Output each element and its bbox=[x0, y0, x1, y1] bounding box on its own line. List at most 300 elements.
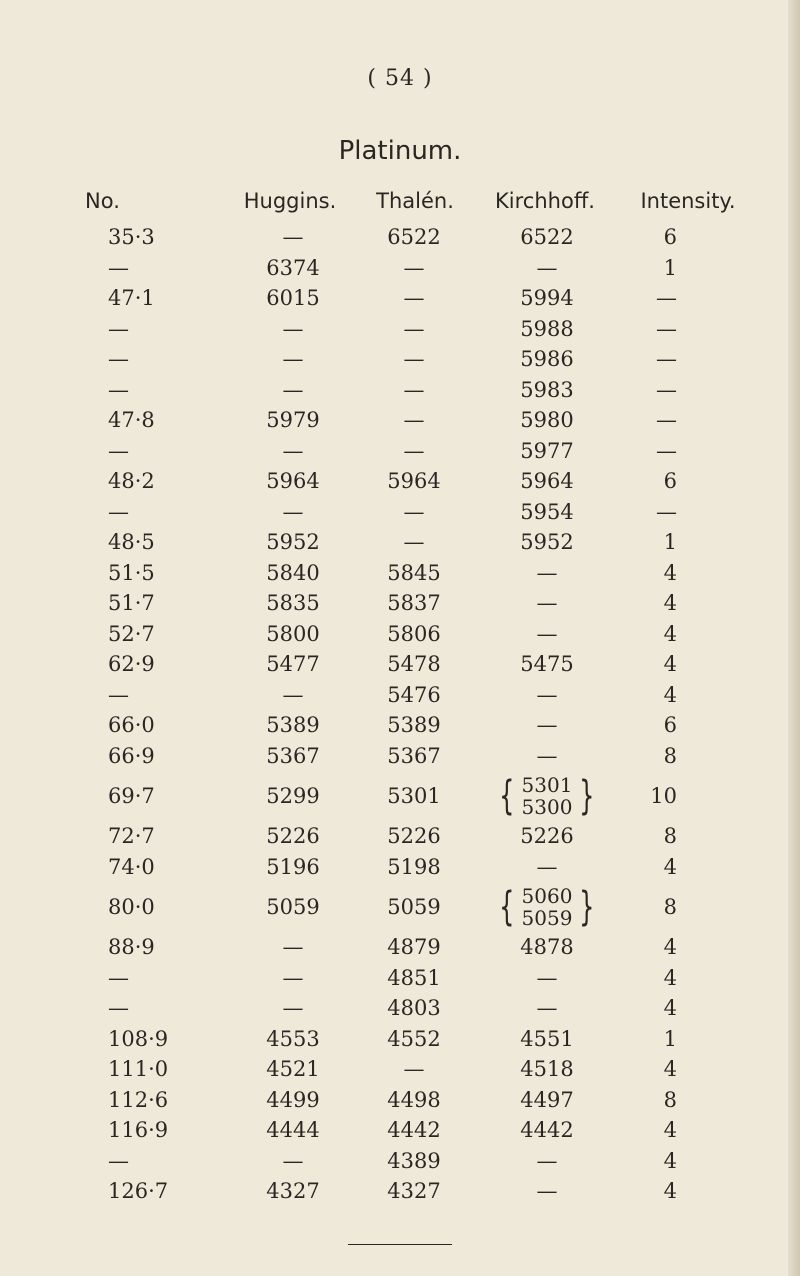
cell-huggins-value: — bbox=[282, 225, 304, 250]
cell-kirchhoff-value: 5980 bbox=[520, 408, 574, 433]
cell-intensity-value: 1 bbox=[663, 530, 677, 555]
cell-intensity-value: 4 bbox=[663, 1179, 677, 1204]
cell-intensity bbox=[597, 771, 677, 821]
cell-no bbox=[108, 649, 168, 680]
cell-intensity bbox=[597, 680, 677, 711]
cell-no bbox=[108, 1146, 168, 1177]
cell-huggins-value: — bbox=[282, 1148, 304, 1173]
table-row bbox=[0, 771, 800, 821]
cell-thalen-value: 5964 bbox=[387, 469, 441, 494]
cell-intensity bbox=[597, 649, 677, 680]
cell-thalen bbox=[364, 283, 464, 314]
cell-intensity-value: 8 bbox=[663, 895, 677, 919]
cell-no-value: 116·9 bbox=[108, 1118, 169, 1143]
cell-huggins bbox=[243, 932, 343, 963]
cell-huggins bbox=[243, 1054, 343, 1085]
cell-kirchhoff-value: — bbox=[536, 996, 558, 1021]
cell-thalen-value: 5367 bbox=[387, 743, 441, 768]
cell-no bbox=[108, 1085, 168, 1116]
cell-no bbox=[108, 527, 168, 558]
table-row bbox=[0, 821, 800, 852]
table-row bbox=[0, 375, 800, 406]
cell-intensity-value: 1 bbox=[663, 255, 677, 280]
cell-no bbox=[108, 741, 168, 772]
cell-no bbox=[108, 821, 168, 852]
cell-kirchhoff-value: 5994 bbox=[520, 286, 574, 311]
cell-huggins bbox=[243, 558, 343, 589]
cell-no bbox=[108, 558, 168, 589]
cell-huggins-value: 5964 bbox=[266, 469, 320, 494]
table-row bbox=[0, 932, 800, 963]
cell-thalen-value: 6522 bbox=[387, 225, 441, 250]
cell-thalen bbox=[364, 993, 464, 1024]
cell-huggins-value: 5835 bbox=[266, 591, 320, 616]
cell-intensity-value: 4 bbox=[663, 1118, 677, 1143]
cell-huggins bbox=[243, 993, 343, 1024]
cell-thalen-value: — bbox=[403, 438, 425, 463]
bracketed-values bbox=[494, 885, 600, 929]
cell-huggins bbox=[243, 497, 343, 528]
cell-thalen-value: 4498 bbox=[387, 1087, 441, 1112]
cell-intensity-value: 4 bbox=[663, 652, 677, 677]
table-row bbox=[0, 436, 800, 467]
cell-huggins bbox=[243, 527, 343, 558]
cell-thalen bbox=[364, 1024, 464, 1055]
cell-no-value: 47·1 bbox=[108, 286, 155, 311]
cell-kirchhoff bbox=[492, 821, 602, 852]
cell-intensity bbox=[597, 436, 677, 467]
cell-intensity bbox=[597, 558, 677, 589]
cell-intensity-value: — bbox=[656, 286, 677, 311]
cell-thalen-value: 4803 bbox=[387, 996, 441, 1021]
cell-thalen-value: 5226 bbox=[387, 824, 441, 849]
cell-thalen bbox=[364, 649, 464, 680]
cell-kirchhoff-value: 4551 bbox=[520, 1026, 574, 1051]
cell-thalen-value: — bbox=[403, 347, 425, 372]
cell-huggins-value: 5477 bbox=[266, 652, 320, 677]
cell-kirchhoff bbox=[492, 466, 602, 497]
cell-no-value: 108·9 bbox=[108, 1026, 169, 1051]
cell-intensity bbox=[597, 527, 677, 558]
cell-no bbox=[108, 283, 168, 314]
cell-kirchhoff bbox=[492, 932, 602, 963]
cell-kirchhoff-value: — bbox=[536, 560, 558, 585]
cell-huggins-value: — bbox=[282, 438, 304, 463]
cell-thalen bbox=[364, 436, 464, 467]
cell-no-value: — bbox=[108, 682, 129, 707]
cell-thalen bbox=[364, 405, 464, 436]
cell-no bbox=[108, 993, 168, 1024]
cell-no-value: 51·5 bbox=[108, 560, 155, 585]
cell-thalen bbox=[364, 222, 464, 253]
cell-intensity-value: 4 bbox=[663, 854, 677, 879]
cell-kirchhoff bbox=[492, 527, 602, 558]
cell-no-value: 52·7 bbox=[108, 621, 155, 646]
cell-kirchhoff-value: 5983 bbox=[520, 377, 574, 402]
cell-kirchhoff-value: — bbox=[536, 965, 558, 990]
cell-huggins-value: — bbox=[282, 499, 304, 524]
cell-intensity bbox=[597, 466, 677, 497]
cell-kirchhoff bbox=[492, 649, 602, 680]
cell-thalen bbox=[364, 963, 464, 994]
cell-no bbox=[108, 1176, 168, 1207]
cell-intensity bbox=[597, 375, 677, 406]
cell-kirchhoff bbox=[492, 710, 602, 741]
cell-huggins bbox=[243, 436, 343, 467]
table-row bbox=[0, 852, 800, 883]
cell-kirchhoff bbox=[492, 1085, 602, 1116]
cell-huggins bbox=[243, 314, 343, 345]
cell-kirchhoff bbox=[492, 283, 602, 314]
cell-huggins bbox=[243, 710, 343, 741]
cell-huggins-value: — bbox=[282, 316, 304, 341]
cell-huggins-value: 4553 bbox=[266, 1026, 320, 1051]
cell-intensity-value: 8 bbox=[663, 824, 677, 849]
cell-kirchhoff-value: 5977 bbox=[520, 438, 574, 463]
table-row bbox=[0, 963, 800, 994]
cell-kirchhoff-value: — bbox=[536, 682, 558, 707]
cell-no-value: — bbox=[108, 438, 129, 463]
page-number: ( 54 ) bbox=[367, 66, 433, 91]
cell-huggins bbox=[243, 882, 343, 932]
cell-thalen bbox=[364, 821, 464, 852]
cell-no bbox=[108, 405, 168, 436]
cell-intensity-value: 4 bbox=[663, 560, 677, 585]
cell-kirchhoff-value: — bbox=[536, 1148, 558, 1173]
cell-thalen bbox=[364, 1176, 464, 1207]
cell-intensity bbox=[597, 963, 677, 994]
cell-kirchhoff-value: 4878 bbox=[520, 935, 574, 960]
cell-no-value: 35·3 bbox=[108, 225, 155, 250]
cell-intensity bbox=[597, 1054, 677, 1085]
cell-kirchhoff-value: — bbox=[536, 854, 558, 879]
cell-thalen-value: 5837 bbox=[387, 591, 441, 616]
cell-kirchhoff bbox=[492, 1115, 602, 1146]
cell-no-value: — bbox=[108, 316, 129, 341]
cell-huggins bbox=[243, 588, 343, 619]
cell-intensity bbox=[597, 497, 677, 528]
cell-kirchhoff bbox=[492, 771, 602, 821]
header-kirchhoff: Kirchhoff. bbox=[495, 189, 595, 213]
page-title: Platinum. bbox=[338, 136, 462, 166]
table-header bbox=[0, 186, 800, 216]
cell-no-value: 111·0 bbox=[108, 1057, 169, 1082]
cell-kirchhoff bbox=[492, 436, 602, 467]
cell-no bbox=[108, 1054, 168, 1085]
header-huggins: Huggins. bbox=[243, 189, 337, 213]
cell-kirchhoff bbox=[492, 741, 602, 772]
table-row bbox=[0, 253, 800, 284]
right-brace: } bbox=[579, 884, 595, 930]
cell-no-value: 88·9 bbox=[108, 935, 155, 960]
cell-no-value: 74·0 bbox=[108, 854, 155, 879]
cell-thalen bbox=[364, 852, 464, 883]
cell-no bbox=[108, 436, 168, 467]
cell-thalen bbox=[364, 527, 464, 558]
cell-thalen bbox=[364, 1054, 464, 1085]
table-row bbox=[0, 710, 800, 741]
cell-thalen-value: 4327 bbox=[387, 1179, 441, 1204]
cell-no bbox=[108, 882, 168, 932]
cell-huggins bbox=[243, 344, 343, 375]
cell-no-value: — bbox=[108, 965, 129, 990]
cell-kirchhoff bbox=[492, 882, 602, 932]
cell-huggins-value: — bbox=[282, 377, 304, 402]
cell-huggins bbox=[243, 466, 343, 497]
cell-intensity bbox=[597, 882, 677, 932]
cell-huggins bbox=[243, 1024, 343, 1055]
table-row bbox=[0, 588, 800, 619]
cell-kirchhoff-value: 5988 bbox=[520, 316, 574, 341]
cell-intensity-value: 4 bbox=[663, 996, 677, 1021]
cell-kirchhoff-value: — bbox=[536, 591, 558, 616]
cell-huggins-value: 5389 bbox=[266, 713, 320, 738]
cell-kirchhoff-value: 5475 bbox=[520, 652, 574, 677]
cell-kirchhoff-value: 5986 bbox=[520, 347, 574, 372]
cell-huggins bbox=[243, 1085, 343, 1116]
cell-thalen bbox=[364, 1146, 464, 1177]
kirchhoff-bottom: 5059 bbox=[521, 906, 573, 930]
cell-huggins bbox=[243, 222, 343, 253]
cell-no-value: — bbox=[108, 377, 129, 402]
cell-huggins-value: 5979 bbox=[266, 408, 320, 433]
cell-thalen-value: 4442 bbox=[387, 1118, 441, 1143]
table-row bbox=[0, 344, 800, 375]
cell-intensity bbox=[597, 222, 677, 253]
cell-no-value: 72·7 bbox=[108, 824, 155, 849]
table-row bbox=[0, 283, 800, 314]
cell-kirchhoff bbox=[492, 344, 602, 375]
cell-kirchhoff bbox=[492, 497, 602, 528]
cell-no bbox=[108, 710, 168, 741]
cell-no bbox=[108, 466, 168, 497]
cell-kirchhoff bbox=[492, 405, 602, 436]
value-stack bbox=[522, 774, 573, 818]
cell-thalen bbox=[364, 882, 464, 932]
table-row bbox=[0, 649, 800, 680]
cell-huggins-value: — bbox=[282, 347, 304, 372]
cell-intensity bbox=[597, 932, 677, 963]
cell-thalen bbox=[364, 1115, 464, 1146]
cell-kirchhoff bbox=[492, 852, 602, 883]
cell-thalen-value: — bbox=[403, 377, 425, 402]
cell-intensity-value: 6 bbox=[663, 225, 677, 250]
cell-thalen bbox=[364, 771, 464, 821]
cell-kirchhoff-value: 5964 bbox=[520, 469, 574, 494]
cell-thalen-value: — bbox=[403, 316, 425, 341]
kirchhoff-bottom: 5300 bbox=[521, 795, 573, 819]
cell-no bbox=[108, 253, 168, 284]
table-row bbox=[0, 1024, 800, 1055]
cell-kirchhoff-value: — bbox=[536, 621, 558, 646]
table-row bbox=[0, 1115, 800, 1146]
cell-intensity-value: — bbox=[656, 408, 677, 433]
cell-no-value: 69·7 bbox=[108, 784, 155, 808]
cell-huggins-value: — bbox=[282, 965, 304, 990]
cell-huggins-value: 5800 bbox=[266, 621, 320, 646]
cell-no bbox=[108, 588, 168, 619]
cell-thalen-value: 5301 bbox=[387, 784, 441, 808]
cell-intensity bbox=[597, 314, 677, 345]
cell-thalen-value: 5478 bbox=[387, 652, 441, 677]
cell-intensity-value: 4 bbox=[663, 1148, 677, 1173]
cell-no bbox=[108, 314, 168, 345]
cell-kirchhoff-value: 5954 bbox=[520, 499, 574, 524]
cell-intensity-value: 4 bbox=[663, 682, 677, 707]
cell-intensity bbox=[597, 253, 677, 284]
cell-no-value: — bbox=[108, 255, 129, 280]
cell-intensity-value: 10 bbox=[650, 784, 677, 808]
header-no: No. bbox=[85, 189, 120, 213]
cell-huggins bbox=[243, 741, 343, 772]
cell-kirchhoff bbox=[492, 253, 602, 284]
cell-intensity-value: 8 bbox=[663, 1087, 677, 1112]
cell-intensity-value: — bbox=[656, 377, 677, 402]
cell-huggins-value: 6015 bbox=[266, 286, 320, 311]
cell-kirchhoff bbox=[492, 222, 602, 253]
cell-kirchhoff-value: 4442 bbox=[520, 1118, 574, 1143]
cell-intensity-value: 6 bbox=[663, 469, 677, 494]
cell-no bbox=[108, 852, 168, 883]
cell-huggins bbox=[243, 1115, 343, 1146]
cell-intensity-value: — bbox=[656, 499, 677, 524]
cell-kirchhoff bbox=[492, 558, 602, 589]
cell-kirchhoff bbox=[492, 588, 602, 619]
cell-thalen bbox=[364, 932, 464, 963]
table-row bbox=[0, 222, 800, 253]
cell-no-value: 62·9 bbox=[108, 652, 155, 677]
cell-huggins bbox=[243, 1146, 343, 1177]
cell-intensity-value: 4 bbox=[663, 1057, 677, 1082]
cell-thalen-value: 5198 bbox=[387, 854, 441, 879]
cell-no bbox=[108, 344, 168, 375]
cell-thalen bbox=[364, 680, 464, 711]
cell-thalen-value: 4879 bbox=[387, 935, 441, 960]
cell-huggins bbox=[243, 375, 343, 406]
header-intensity: Intensity. bbox=[640, 189, 736, 213]
cell-no-value: — bbox=[108, 996, 129, 1021]
cell-thalen bbox=[364, 619, 464, 650]
cell-kirchhoff bbox=[492, 680, 602, 711]
cell-no bbox=[108, 932, 168, 963]
table-row bbox=[0, 741, 800, 772]
cell-no-value: 80·0 bbox=[108, 895, 155, 919]
cell-kirchhoff bbox=[492, 1146, 602, 1177]
cell-huggins-value: 5226 bbox=[266, 824, 320, 849]
cell-kirchhoff-value: — bbox=[536, 713, 558, 738]
cell-huggins bbox=[243, 821, 343, 852]
cell-huggins bbox=[243, 405, 343, 436]
cell-huggins bbox=[243, 680, 343, 711]
cell-no bbox=[108, 680, 168, 711]
cell-kirchhoff-value: — bbox=[536, 255, 558, 280]
cell-thalen-value: — bbox=[403, 499, 425, 524]
cell-intensity bbox=[597, 588, 677, 619]
cell-huggins bbox=[243, 771, 343, 821]
cell-intensity bbox=[597, 1024, 677, 1055]
cell-intensity-value: — bbox=[656, 316, 677, 341]
cell-thalen bbox=[364, 710, 464, 741]
cell-intensity bbox=[597, 1115, 677, 1146]
cell-kirchhoff bbox=[492, 375, 602, 406]
cell-thalen bbox=[364, 558, 464, 589]
cell-thalen-value: — bbox=[403, 530, 425, 555]
kirchhoff-top: 5060 bbox=[521, 884, 573, 908]
cell-huggins bbox=[243, 283, 343, 314]
cell-no-value: — bbox=[108, 347, 129, 372]
cell-kirchhoff-value: 5226 bbox=[520, 824, 574, 849]
cell-huggins-value: 4327 bbox=[266, 1179, 320, 1204]
cell-intensity bbox=[597, 710, 677, 741]
cell-thalen-value: — bbox=[403, 255, 425, 280]
cell-huggins-value: — bbox=[282, 935, 304, 960]
cell-kirchhoff-value: — bbox=[536, 1179, 558, 1204]
cell-huggins bbox=[243, 649, 343, 680]
bracketed-values bbox=[494, 774, 600, 818]
table-row bbox=[0, 993, 800, 1024]
cell-intensity bbox=[597, 283, 677, 314]
table-row bbox=[0, 1146, 800, 1177]
cell-kirchhoff bbox=[492, 1054, 602, 1085]
cell-huggins bbox=[243, 963, 343, 994]
cell-thalen bbox=[364, 466, 464, 497]
cell-huggins-value: 5840 bbox=[266, 560, 320, 585]
cell-huggins bbox=[243, 1176, 343, 1207]
cell-thalen-value: 4851 bbox=[387, 965, 441, 990]
cell-no-value: — bbox=[108, 499, 129, 524]
table-row bbox=[0, 619, 800, 650]
cell-intensity-value: 8 bbox=[663, 743, 677, 768]
cell-kirchhoff bbox=[492, 993, 602, 1024]
value-stack bbox=[522, 885, 573, 929]
cell-kirchhoff bbox=[492, 1176, 602, 1207]
cell-kirchhoff-value: 6522 bbox=[520, 225, 574, 250]
cell-intensity bbox=[597, 993, 677, 1024]
cell-intensity bbox=[597, 741, 677, 772]
table-row bbox=[0, 1085, 800, 1116]
cell-no bbox=[108, 1024, 168, 1055]
cell-no-value: 126·7 bbox=[108, 1179, 169, 1204]
cell-huggins bbox=[243, 852, 343, 883]
cell-no bbox=[108, 619, 168, 650]
cell-no bbox=[108, 963, 168, 994]
table-row bbox=[0, 405, 800, 436]
cell-thalen-value: 5059 bbox=[387, 895, 441, 919]
kirchhoff-top: 5301 bbox=[521, 773, 573, 797]
cell-no bbox=[108, 375, 168, 406]
cell-no-value: 47·8 bbox=[108, 408, 155, 433]
cell-huggins-value: — bbox=[282, 682, 304, 707]
cell-thalen bbox=[364, 588, 464, 619]
cell-thalen bbox=[364, 314, 464, 345]
cell-huggins-value: — bbox=[282, 996, 304, 1021]
cell-kirchhoff bbox=[492, 619, 602, 650]
right-brace: } bbox=[579, 773, 595, 819]
cell-kirchhoff bbox=[492, 963, 602, 994]
cell-thalen bbox=[364, 1085, 464, 1116]
table-row bbox=[0, 466, 800, 497]
cell-intensity bbox=[597, 852, 677, 883]
table-row bbox=[0, 558, 800, 589]
left-brace: { bbox=[499, 884, 515, 930]
cell-no-value: 66·0 bbox=[108, 713, 155, 738]
cell-thalen bbox=[364, 741, 464, 772]
header-thalen: Thalén. bbox=[376, 189, 454, 213]
cell-huggins-value: 5059 bbox=[266, 895, 320, 919]
cell-intensity bbox=[597, 1085, 677, 1116]
cell-no-value: 48·2 bbox=[108, 469, 155, 494]
cell-thalen bbox=[364, 253, 464, 284]
